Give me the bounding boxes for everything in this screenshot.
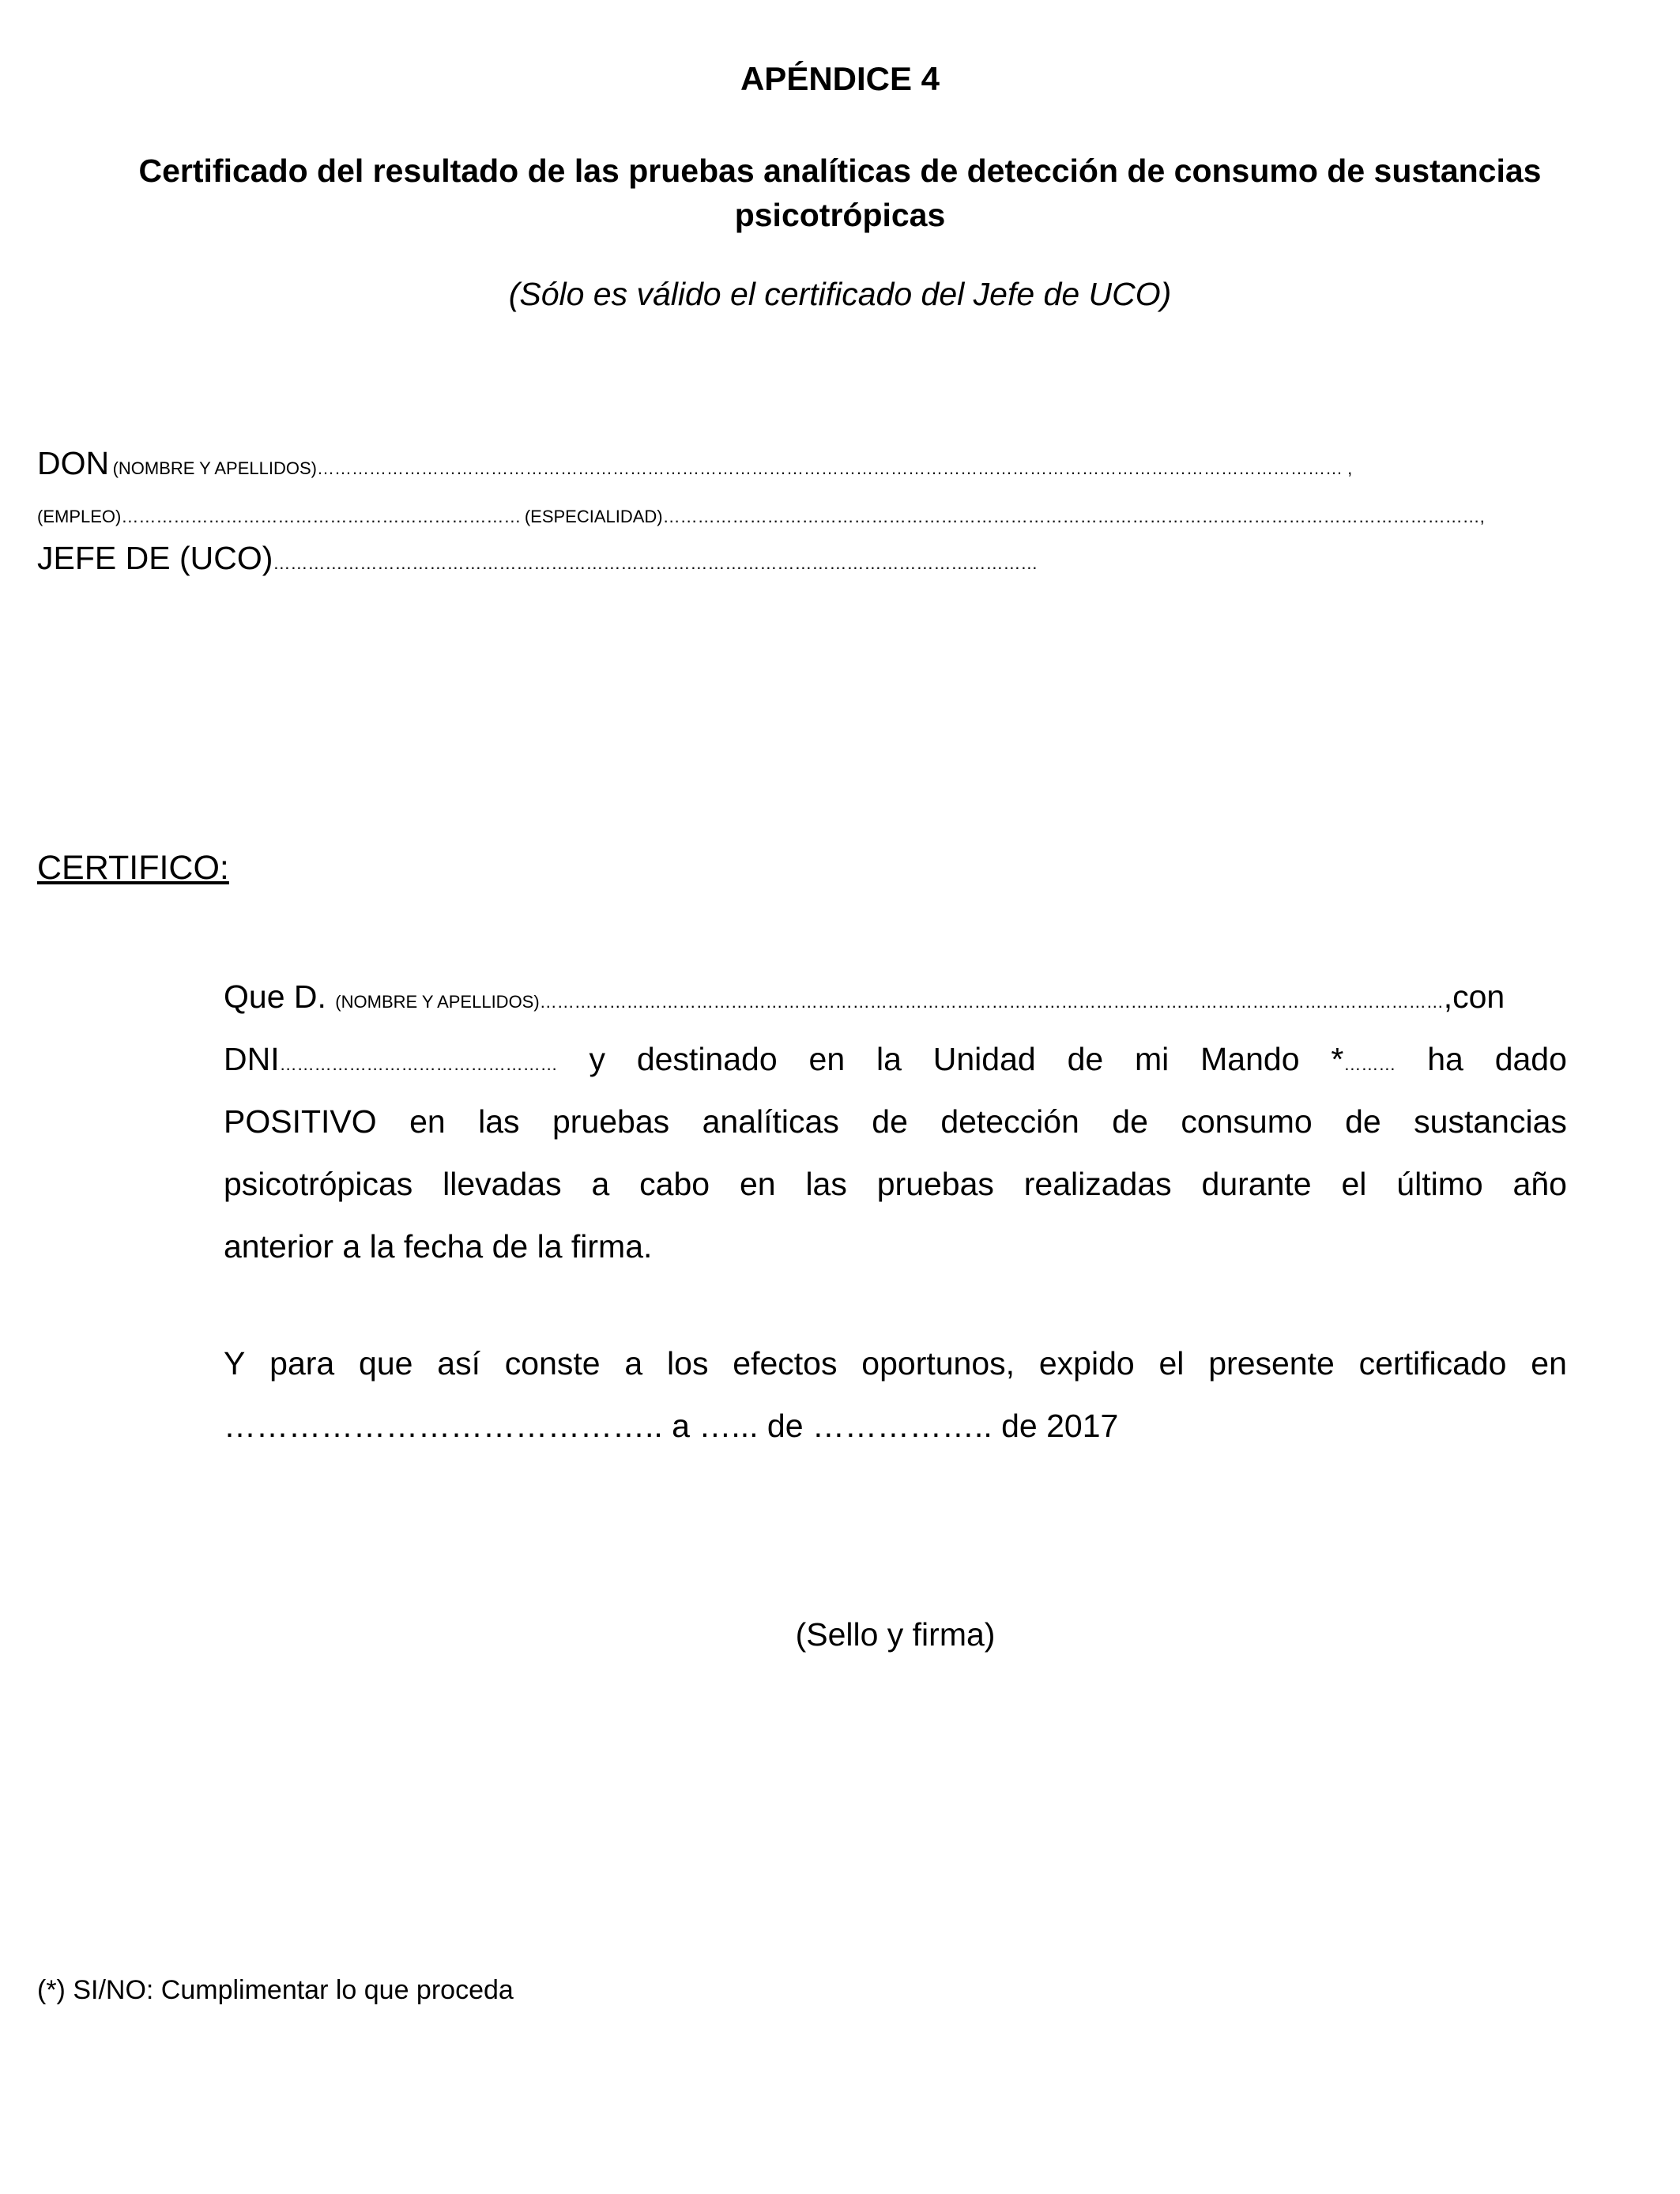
- paragraph-line-4: [224, 1153, 1567, 1216]
- word: las: [478, 1103, 520, 1140]
- word: pruebas: [552, 1103, 670, 1140]
- word: a: [591, 1166, 610, 1202]
- paragraph-text: anterior a la fecha de la firma.: [224, 1228, 653, 1265]
- word: llevadas: [443, 1166, 562, 1202]
- word: efectos: [733, 1345, 838, 1382]
- word: realizadas: [1023, 1166, 1172, 1202]
- word: de: [1067, 1041, 1104, 1077]
- word: para: [269, 1345, 335, 1382]
- paragraph-line-1: [224, 966, 1567, 1028]
- word: certificado: [1358, 1345, 1507, 1382]
- certifico-heading: CERTIFICO:: [37, 849, 229, 887]
- word: de: [1112, 1103, 1148, 1140]
- word: Y: [224, 1345, 246, 1382]
- jefe-line: [37, 534, 1594, 590]
- word: a: [624, 1345, 643, 1382]
- word: en: [739, 1166, 776, 1202]
- issuance-paragraph: [224, 1333, 1567, 1457]
- si-no-field[interactable]: *………: [1331, 1041, 1396, 1077]
- word: presente: [1208, 1345, 1335, 1382]
- certification-paragraph: [224, 966, 1567, 1278]
- don-name-hint: (NOMBRE Y APELLIDOS): [112, 458, 317, 478]
- word: de: [1345, 1103, 1381, 1140]
- word: en: [1531, 1345, 1567, 1382]
- word: mi: [1135, 1041, 1170, 1077]
- word: las: [805, 1166, 847, 1202]
- word: sustancias: [1414, 1103, 1567, 1140]
- paragraph-line-5: [224, 1216, 1567, 1278]
- word: durante: [1201, 1166, 1312, 1202]
- word: en: [808, 1041, 846, 1077]
- empleo-hint: (EMPLEO): [37, 507, 122, 526]
- document-title: Certificado del resultado de las pruebas analíticas de detección de consumo de sustancias psicotrópicas: [138, 153, 1542, 233]
- especialidad-field[interactable]: ……………………………………………………………………………………………………………………………,: [662, 507, 1485, 526]
- empleo-field[interactable]: ……………………………………………………………: [121, 507, 522, 526]
- issuance-line-1: [224, 1333, 1567, 1395]
- issuance-line-2: [224, 1395, 1567, 1457]
- que-d-hint: (NOMBRE Y APELLIDOS): [335, 992, 540, 1012]
- word: conste: [504, 1345, 601, 1382]
- paragraph-line-2: [224, 1028, 1567, 1091]
- word: Unidad: [932, 1041, 1036, 1077]
- word: de: [872, 1103, 908, 1140]
- seal-and-signature: (Sello y firma): [795, 1616, 996, 1653]
- word: analíticas: [702, 1103, 839, 1140]
- word: expido: [1038, 1345, 1135, 1382]
- word: cabo: [639, 1166, 710, 1202]
- don-line: [37, 439, 1594, 495]
- word: el: [1158, 1345, 1185, 1382]
- dni-field[interactable]: …………………………………………: [279, 1054, 558, 1074]
- word: que: [359, 1345, 413, 1382]
- word: así: [437, 1345, 480, 1382]
- don-name-field[interactable]: …………………………………………………………………………………………………………………………………………………………… ,: [316, 458, 1353, 478]
- date-place-field[interactable]: ………………………………….. a …... de …………….. de 2017: [224, 1408, 1119, 1444]
- word: consumo: [1181, 1103, 1313, 1140]
- con-word: ,con: [1443, 978, 1505, 1015]
- word: la: [876, 1041, 902, 1077]
- que-d-label: Que D.: [224, 978, 326, 1015]
- validity-note: (Sólo es válido el certificado del Jefe de UCO): [508, 276, 1172, 312]
- jefe-label: JEFE DE (UCO): [37, 540, 273, 576]
- paragraph-line-3: [224, 1091, 1567, 1153]
- que-d-name-field[interactable]: …………………………………………………………………………………………………………………………………………: [539, 992, 1444, 1012]
- word: detección: [940, 1103, 1079, 1140]
- don-label: DON: [37, 445, 110, 481]
- word: año: [1512, 1166, 1567, 1202]
- footnote: (*) SI/NO: Cumplimentar lo que proceda: [37, 1975, 514, 2005]
- word: dado: [1494, 1041, 1567, 1077]
- word: ha: [1427, 1041, 1463, 1077]
- word: el: [1341, 1166, 1367, 1202]
- word: los: [667, 1345, 709, 1382]
- word: último: [1396, 1166, 1483, 1202]
- word: en: [409, 1103, 446, 1140]
- jefe-uco-field[interactable]: ……………………………………………………………………………………………………………………: [273, 553, 1038, 573]
- word: y: [589, 1041, 605, 1077]
- word: psicotrópicas: [224, 1166, 413, 1202]
- word: POSITIVO: [224, 1103, 377, 1140]
- word: oportunos,: [861, 1345, 1015, 1382]
- appendix-title: APÉNDICE 4: [740, 60, 940, 97]
- especialidad-hint: (ESPECIALIDAD): [524, 507, 663, 526]
- dni-label: DNI: [224, 1041, 280, 1077]
- word: pruebas: [876, 1166, 994, 1202]
- word: Mando: [1200, 1041, 1300, 1077]
- word: destinado: [636, 1041, 778, 1077]
